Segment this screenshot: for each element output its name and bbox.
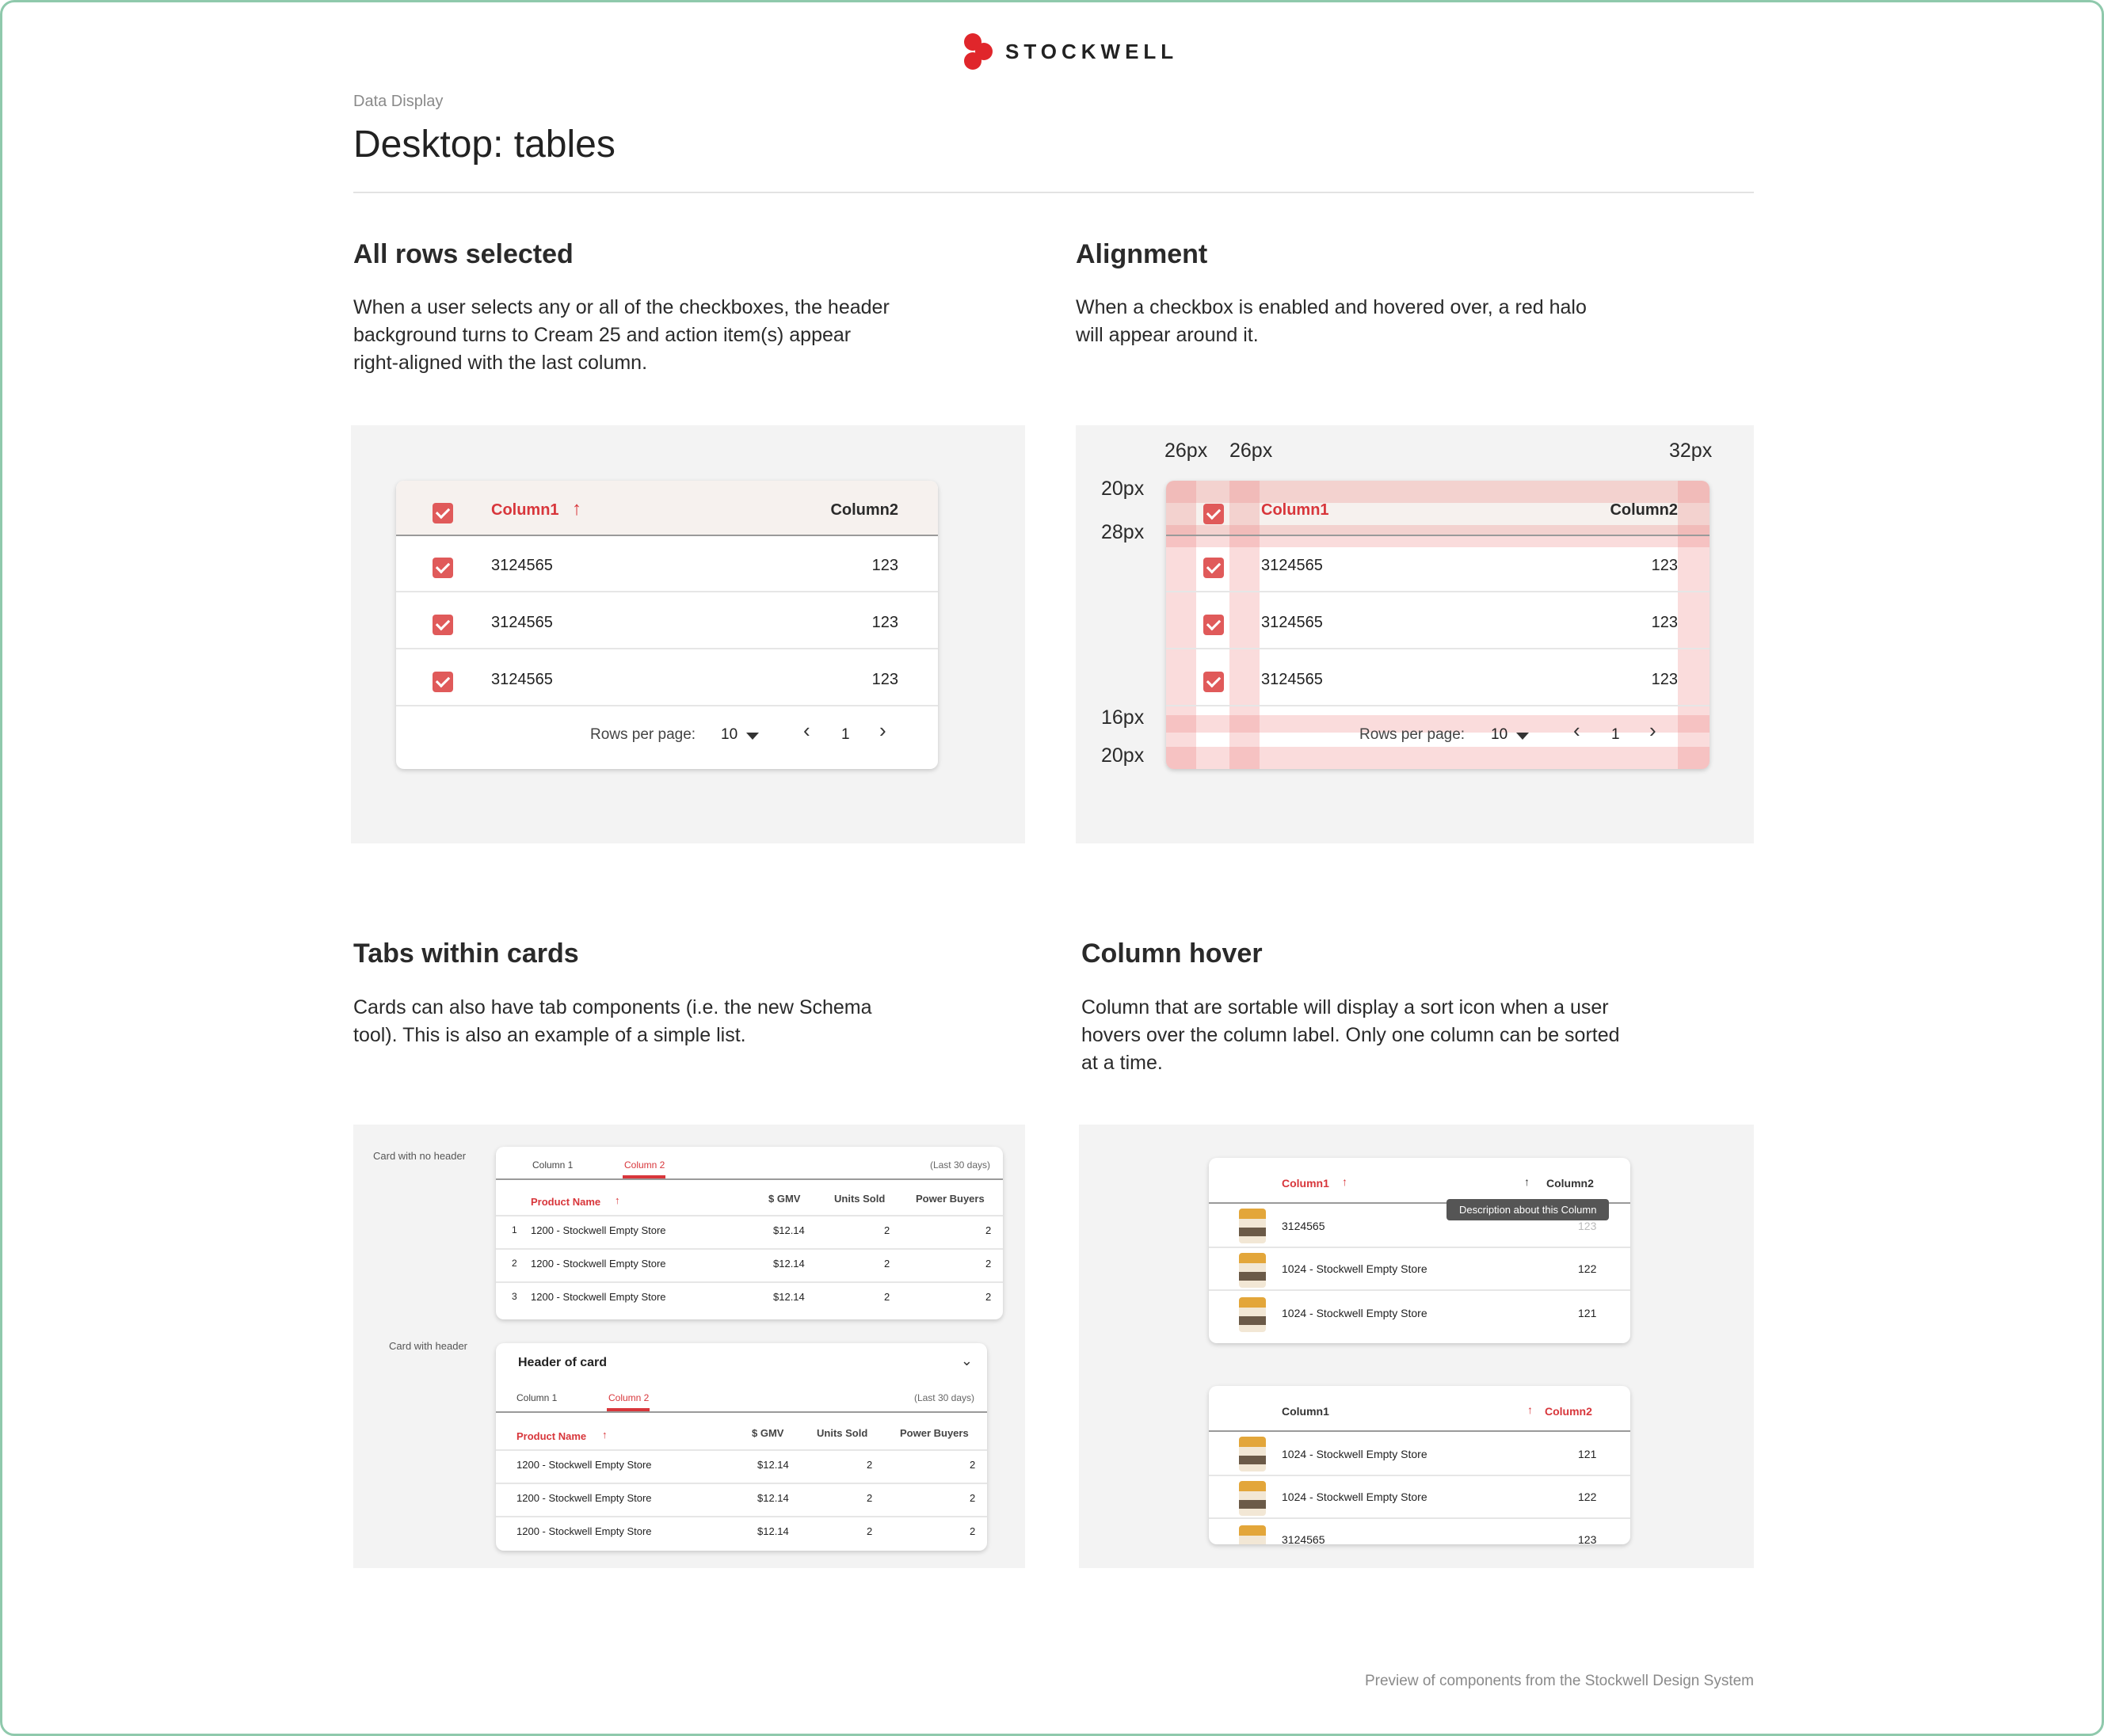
product-name-cell: 1200 - Stockwell Empty Store bbox=[516, 1492, 652, 1504]
gmv-cell: $12.14 bbox=[757, 1492, 789, 1504]
row-checkbox[interactable] bbox=[433, 672, 453, 692]
caret-down-icon[interactable] bbox=[1516, 733, 1529, 740]
product-thumbnail bbox=[1239, 1297, 1266, 1332]
product-name-header[interactable]: Product Name bbox=[531, 1196, 601, 1208]
spacing-overlay-left1 bbox=[1166, 481, 1196, 769]
column1-header[interactable]: Column1 bbox=[1282, 1177, 1329, 1190]
gmv-header[interactable]: $ GMV bbox=[768, 1193, 801, 1205]
page-eyebrow: Data Display bbox=[353, 93, 444, 110]
card-no-header-label: Card with no header bbox=[373, 1150, 467, 1162]
row-cell-col2: 123 bbox=[871, 557, 898, 574]
chevron-left-icon[interactable]: ‹ bbox=[803, 718, 810, 742]
units-cell: 2 bbox=[884, 1258, 890, 1270]
measure-left2: 26px bbox=[1229, 440, 1273, 462]
row-index: 2 bbox=[512, 1258, 517, 1269]
tabs-divider bbox=[496, 1411, 987, 1413]
gmv-header[interactable]: $ GMV bbox=[752, 1427, 784, 1439]
buyers-cell: 2 bbox=[970, 1459, 976, 1471]
measure-bottom: 20px bbox=[1101, 744, 1145, 767]
measure-footer-pad: 16px bbox=[1101, 706, 1145, 729]
units-cell: 2 bbox=[884, 1291, 890, 1303]
product-name-cell: 1200 - Stockwell Empty Store bbox=[516, 1459, 652, 1471]
units-cell: 2 bbox=[884, 1224, 890, 1236]
stockwell-logo-icon bbox=[962, 33, 994, 70]
hover-card-2 bbox=[1209, 1386, 1630, 1544]
buyers-cell: 2 bbox=[985, 1291, 992, 1303]
measure-left1: 26px bbox=[1164, 440, 1208, 462]
chevron-right-icon[interactable]: › bbox=[1649, 718, 1656, 742]
section-desc-alignment: When a checkbox is enabled and hovered over, a red halo will appear around it. bbox=[1076, 296, 1587, 346]
sort-up-icon[interactable]: ↑ bbox=[602, 1429, 608, 1441]
buyers-cell: 2 bbox=[985, 1224, 992, 1236]
section-title-hover: Column hover bbox=[1081, 938, 1263, 969]
product-name-header[interactable]: Product Name bbox=[516, 1430, 587, 1442]
column2-header[interactable]: Column2 bbox=[1545, 1405, 1592, 1418]
header-divider-line bbox=[496, 1215, 1003, 1216]
units-header[interactable]: Units Sold bbox=[834, 1193, 886, 1205]
row-value: 122 bbox=[1578, 1262, 1597, 1275]
card-with-header bbox=[496, 1343, 987, 1551]
row-divider bbox=[496, 1281, 1003, 1283]
rows-per-page-select[interactable]: 10 bbox=[721, 726, 738, 743]
row-divider bbox=[496, 1483, 987, 1484]
column1-header[interactable]: Column1 bbox=[1282, 1405, 1329, 1418]
row-divider bbox=[1166, 705, 1710, 706]
row-divider bbox=[1209, 1517, 1630, 1519]
row-name: 3124565 bbox=[1282, 1220, 1325, 1232]
row-divider bbox=[396, 705, 938, 706]
card-title: Header of card bbox=[518, 1356, 608, 1369]
row-cell-col1: 3124565 bbox=[1261, 614, 1323, 631]
row-name: 1024 - Stockwell Empty Store bbox=[1282, 1262, 1427, 1275]
hover-card-1 bbox=[1209, 1158, 1630, 1343]
chevron-down-icon[interactable]: ⌄ bbox=[960, 1353, 973, 1369]
panel-alignment bbox=[1076, 425, 1754, 843]
row-cell-col2: 123 bbox=[871, 614, 898, 631]
column2-header[interactable]: Column2 bbox=[1546, 1177, 1594, 1190]
product-thumbnail bbox=[1239, 1525, 1266, 1544]
measure-top: 20px bbox=[1101, 478, 1145, 500]
brand-name: STOCKWELL bbox=[1005, 39, 1179, 63]
row-name: 3124565 bbox=[1282, 1533, 1325, 1544]
row-checkbox[interactable] bbox=[1203, 672, 1224, 692]
row-cell-col1: 3124565 bbox=[491, 614, 553, 631]
footer-note: Preview of components from the Stockwell Design System bbox=[1364, 1673, 1754, 1689]
gmv-cell: $12.14 bbox=[757, 1459, 789, 1471]
row-divider bbox=[1209, 1247, 1630, 1248]
buyers-header[interactable]: Power Buyers bbox=[900, 1427, 969, 1439]
row-checkbox[interactable] bbox=[1203, 558, 1224, 578]
tab-column-1[interactable]: Column 1 bbox=[516, 1392, 558, 1403]
header-divider bbox=[353, 192, 1754, 193]
header-divider-line bbox=[1209, 1430, 1630, 1432]
card-with-header-label: Card with header bbox=[389, 1340, 467, 1352]
buyers-header[interactable]: Power Buyers bbox=[916, 1193, 985, 1205]
section-title-alignment: Alignment bbox=[1076, 239, 1208, 269]
product-name-cell: 1200 - Stockwell Empty Store bbox=[516, 1525, 652, 1537]
alignment-table-card bbox=[1166, 481, 1710, 769]
row-name: 1024 - Stockwell Empty Store bbox=[1282, 1490, 1427, 1503]
row-cell-col1: 3124565 bbox=[491, 671, 553, 688]
measure-right: 32px bbox=[1669, 440, 1713, 462]
tab-column-2[interactable]: Column 2 bbox=[624, 1159, 665, 1171]
gmv-cell: $12.14 bbox=[773, 1291, 805, 1303]
section-desc-hover: Column that are sortable will display a sort icon when a user hovers over the column label. Only one column can be sorted at a time. bbox=[1081, 996, 1620, 1074]
row-cell-col2: 123 bbox=[1651, 671, 1678, 688]
units-header[interactable]: Units Sold bbox=[817, 1427, 868, 1439]
date-range: (Last 30 days) bbox=[929, 1159, 990, 1171]
product-thumbnail bbox=[1239, 1437, 1266, 1471]
row-value: 123 bbox=[1578, 1533, 1597, 1544]
row-cell-col1: 3124565 bbox=[1261, 557, 1323, 574]
row-divider bbox=[1209, 1475, 1630, 1476]
row-checkbox[interactable] bbox=[433, 615, 453, 635]
row-divider bbox=[1209, 1289, 1630, 1291]
card-no-header bbox=[496, 1147, 1003, 1319]
column2-header[interactable]: Column2 bbox=[1610, 501, 1678, 519]
units-cell: 2 bbox=[867, 1492, 873, 1504]
row-divider bbox=[496, 1248, 1003, 1250]
gmv-cell: $12.14 bbox=[773, 1224, 805, 1236]
select-all-checkbox[interactable] bbox=[433, 503, 453, 523]
row-divider bbox=[1166, 648, 1710, 649]
sort-up-icon[interactable]: ↑ bbox=[572, 498, 581, 520]
page-number: 1 bbox=[841, 726, 850, 743]
rows-per-page-label: Rows per page: bbox=[590, 726, 696, 743]
section-desc-tabs: Cards can also have tab components (i.e. the new Schema tool). This is also an example of a simple list. bbox=[353, 996, 872, 1046]
column1-header[interactable]: Column1 bbox=[1261, 501, 1329, 519]
product-name-cell: 1200 - Stockwell Empty Store bbox=[531, 1224, 666, 1236]
header-divider-line bbox=[396, 535, 938, 536]
brand-logo bbox=[962, 32, 1178, 71]
spacing-overlay-right bbox=[1678, 481, 1710, 769]
product-thumbnail bbox=[1239, 1481, 1266, 1516]
row-index: 3 bbox=[512, 1291, 517, 1302]
sort-up-icon[interactable]: ↑ bbox=[615, 1194, 620, 1206]
chevron-right-icon[interactable]: › bbox=[879, 718, 886, 742]
section-desc-all-rows: When a user selects any or all of the checkboxes, the header background turns to Cream 25 and action item(s) appear right-aligned with the last column. bbox=[353, 296, 890, 374]
row-index: 1 bbox=[512, 1224, 517, 1235]
tab-column-2[interactable]: Column 2 bbox=[608, 1392, 650, 1403]
row-divider bbox=[396, 591, 938, 592]
row-checkbox[interactable] bbox=[433, 558, 453, 578]
tab-column-1[interactable]: Column 1 bbox=[532, 1159, 574, 1171]
panel-hover bbox=[1079, 1125, 1754, 1568]
buyers-cell: 2 bbox=[985, 1258, 992, 1270]
date-range: (Last 30 days) bbox=[913, 1392, 974, 1403]
column1-header[interactable]: Column1 bbox=[491, 501, 559, 519]
sort-up-hover-icon[interactable]: ↑ bbox=[1524, 1175, 1530, 1188]
page-number: 1 bbox=[1611, 726, 1620, 743]
row-value: 123 bbox=[1578, 1220, 1597, 1232]
sort-up-icon[interactable]: ↑ bbox=[1342, 1175, 1347, 1188]
header-divider-line bbox=[1166, 535, 1710, 536]
column-tooltip: Description about this Column bbox=[1446, 1199, 1609, 1220]
units-cell: 2 bbox=[867, 1459, 873, 1471]
buyers-cell: 2 bbox=[970, 1525, 976, 1537]
row-name: 1024 - Stockwell Empty Store bbox=[1282, 1307, 1427, 1319]
row-cell-col2: 123 bbox=[871, 671, 898, 688]
row-divider bbox=[1166, 591, 1710, 592]
tabs-divider bbox=[496, 1178, 1003, 1180]
row-value: 122 bbox=[1578, 1490, 1597, 1503]
spacing-overlay-left2 bbox=[1229, 481, 1260, 769]
section-title-tabs: Tabs within cards bbox=[353, 938, 579, 969]
buyers-cell: 2 bbox=[970, 1492, 976, 1504]
row-cell-col1: 3124565 bbox=[491, 557, 553, 574]
units-cell: 2 bbox=[867, 1525, 873, 1537]
row-value: 121 bbox=[1578, 1307, 1597, 1319]
row-name: 1024 - Stockwell Empty Store bbox=[1282, 1448, 1427, 1460]
page-title: Desktop: tables bbox=[353, 124, 616, 166]
product-thumbnail bbox=[1239, 1253, 1266, 1288]
section-title-all-rows: All rows selected bbox=[353, 239, 574, 269]
table-card bbox=[396, 481, 938, 769]
row-cell-col2: 123 bbox=[1651, 614, 1678, 631]
row-cell-col1: 3124565 bbox=[1261, 671, 1323, 688]
rows-per-page-select[interactable]: 10 bbox=[1491, 726, 1508, 743]
row-divider bbox=[396, 648, 938, 649]
product-name-cell: 1200 - Stockwell Empty Store bbox=[531, 1291, 666, 1303]
product-name-cell: 1200 - Stockwell Empty Store bbox=[531, 1258, 666, 1270]
select-all-checkbox[interactable] bbox=[1203, 504, 1224, 524]
header-divider-line bbox=[496, 1449, 987, 1451]
row-value: 121 bbox=[1578, 1448, 1597, 1460]
chevron-left-icon[interactable]: ‹ bbox=[1573, 718, 1580, 742]
panel-tabs bbox=[353, 1125, 1025, 1568]
row-checkbox[interactable] bbox=[1203, 615, 1224, 635]
caret-down-icon[interactable] bbox=[746, 733, 759, 740]
sort-up-icon[interactable]: ↑ bbox=[1527, 1403, 1533, 1416]
panel-all-rows bbox=[351, 425, 1025, 843]
row-divider bbox=[496, 1516, 987, 1517]
measure-header: 28px bbox=[1101, 521, 1145, 543]
gmv-cell: $12.14 bbox=[757, 1525, 789, 1537]
rows-per-page-label: Rows per page: bbox=[1359, 726, 1466, 743]
gmv-cell: $12.14 bbox=[773, 1258, 805, 1270]
column2-header[interactable]: Column2 bbox=[830, 501, 898, 519]
product-thumbnail bbox=[1239, 1209, 1266, 1243]
row-cell-col2: 123 bbox=[1651, 557, 1678, 574]
